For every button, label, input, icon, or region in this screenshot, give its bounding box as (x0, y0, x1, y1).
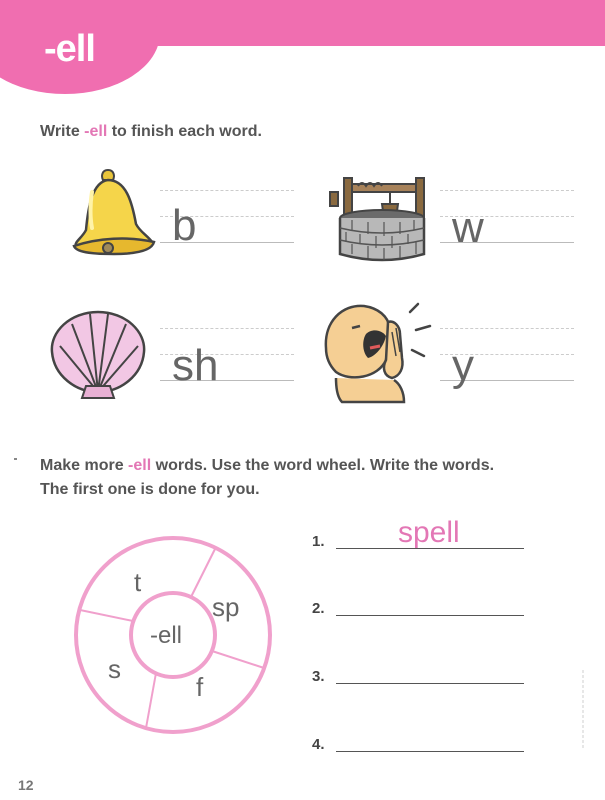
bell-icon (68, 168, 158, 260)
wheel-segment-sp: sp (212, 592, 240, 622)
section2-instruction (40, 454, 494, 502)
answer-line[interactable] (336, 683, 524, 684)
instruction-text: words. Use the word wheel. Write the words. (151, 457, 495, 474)
wheel-segment-f: f (196, 672, 204, 702)
section1-instruction (40, 120, 262, 144)
shell-icon (46, 306, 150, 400)
word-start-letters: y (452, 341, 474, 390)
instruction-highlight: -ell (84, 123, 108, 140)
word-start-letters: b (172, 201, 197, 250)
instruction-text: Write (40, 123, 85, 140)
instruction-highlight: -ell (128, 457, 152, 474)
wheel-segment-t: t (134, 567, 142, 597)
page-number: 12 (18, 777, 34, 793)
answer-line[interactable] (336, 615, 524, 616)
wheel-center-text: -ell (150, 622, 183, 649)
faint-side-text (580, 670, 586, 750)
answer-text: spell (398, 516, 460, 549)
answer-number: 2. (312, 600, 325, 617)
wheel-segment-s: s (108, 654, 121, 684)
word-start-letters: w (452, 203, 484, 252)
instruction-text: to finish each word. (107, 123, 262, 140)
answer-line[interactable] (336, 751, 524, 752)
answer-number: 3. (312, 668, 325, 685)
word-start-letters: sh (172, 341, 219, 390)
instruction-line-2: The first one is done for you. (40, 481, 260, 498)
yelling-man-icon (320, 298, 438, 402)
page-title: -ell (44, 28, 95, 70)
answer-number: 1. (312, 533, 325, 550)
answer-number: 4. (312, 736, 325, 753)
instruction-text: Make more (40, 457, 129, 474)
instruction-line-1 (40, 454, 494, 478)
well-icon (322, 170, 434, 266)
stray-mark (14, 458, 17, 460)
